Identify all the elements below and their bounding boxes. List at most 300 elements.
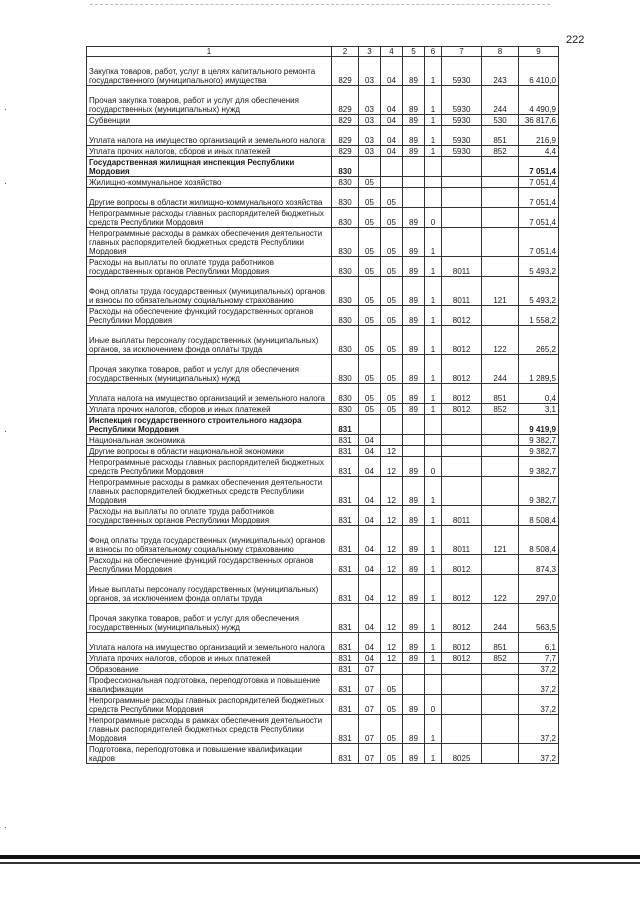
amount-cell: 563,5	[519, 604, 559, 633]
subprogram-code-cell: 1	[425, 555, 442, 575]
subprogram-code-cell: 1	[425, 653, 442, 664]
item-name-cell: Прочая закупка товаров, работ и услуг для обеспечения государственных (муниципальных) нужд	[87, 86, 332, 115]
expense-type-code-cell: 121	[482, 526, 519, 555]
header-cell: 6	[425, 47, 442, 57]
admin-code-cell: 829	[332, 115, 359, 126]
admin-code-cell: 830	[332, 257, 359, 277]
expense-type-code-cell	[482, 715, 519, 744]
amount-cell: 7 051,4	[519, 208, 559, 228]
subsection-code-cell: 04	[381, 126, 403, 146]
subprogram-code-cell: 0	[425, 208, 442, 228]
subsection-code-cell: 05	[381, 188, 403, 208]
section-code-cell: 04	[359, 446, 381, 457]
header-cell: 9	[519, 47, 559, 57]
header-cell: 5	[403, 47, 425, 57]
section-code-cell	[359, 157, 381, 177]
program-code-cell: 89	[403, 126, 425, 146]
amount-cell: 5 493,2	[519, 257, 559, 277]
expense-type-code-cell	[482, 257, 519, 277]
section-code-cell: 04	[359, 477, 381, 506]
subsection-code-cell: 05	[381, 326, 403, 355]
admin-code-cell: 831	[332, 457, 359, 477]
subsection-code-cell: 05	[381, 715, 403, 744]
expense-type-code-cell: 244	[482, 86, 519, 115]
header-cell: 7	[442, 47, 482, 57]
program-code-cell: 89	[403, 575, 425, 604]
amount-cell: 8 508,4	[519, 526, 559, 555]
subsection-code-cell: 12	[381, 446, 403, 457]
table-row	[87, 57, 559, 86]
program-code-cell: 89	[403, 526, 425, 555]
subprogram-code-cell: 1	[425, 146, 442, 157]
expense-type-code-cell	[482, 415, 519, 435]
header-cell: 2	[332, 47, 359, 57]
table-row	[87, 355, 559, 384]
table-row	[87, 115, 559, 126]
section-code-cell: 07	[359, 675, 381, 695]
section-code-cell: 04	[359, 435, 381, 446]
subprogram-code-cell: 1	[425, 404, 442, 415]
margin-mark: ·	[4, 178, 7, 188]
table-row	[87, 575, 559, 604]
subsection-code-cell	[381, 415, 403, 435]
subprogram-code-cell	[425, 675, 442, 695]
direction-code-cell: 8012	[442, 555, 482, 575]
scan-artifact-line	[90, 4, 550, 6]
amount-cell: 9 419,9	[519, 415, 559, 435]
amount-cell: 37,2	[519, 715, 559, 744]
expense-type-code-cell: 851	[482, 126, 519, 146]
admin-code-cell: 830	[332, 355, 359, 384]
item-name-cell: Расходы на обеспечение функций государственных органов Республики Мордовия	[87, 555, 332, 575]
admin-code-cell: 830	[332, 384, 359, 404]
direction-code-cell: 8012	[442, 575, 482, 604]
direction-code-cell: 8012	[442, 653, 482, 664]
table-row	[87, 506, 559, 526]
header-cell: 3	[359, 47, 381, 57]
amount-cell: 4 490,9	[519, 86, 559, 115]
item-name-cell: Непрограммные расходы в рамках обеспечения деятельности главных распорядителей бюджетных средств Республики Мордовия	[87, 715, 332, 744]
section-code-cell: 04	[359, 604, 381, 633]
table-row	[87, 126, 559, 146]
direction-code-cell	[442, 446, 482, 457]
amount-cell: 3,1	[519, 404, 559, 415]
subsection-code-cell: 05	[381, 228, 403, 257]
direction-code-cell: 8012	[442, 326, 482, 355]
item-name-cell: Иные выплаты персоналу государственных (муниципальных) органов, за исключением фонда оплаты труда	[87, 575, 332, 604]
subsection-code-cell: 12	[381, 477, 403, 506]
amount-cell: 7 051,4	[519, 177, 559, 188]
header-cell: 4	[381, 47, 403, 57]
amount-cell: 265,2	[519, 326, 559, 355]
subprogram-code-cell: 1	[425, 526, 442, 555]
margin-mark: ·	[4, 822, 7, 832]
direction-code-cell	[442, 457, 482, 477]
item-name-cell: Расходы на выплаты по оплате труда работников государственных органов Республики Мордовия	[87, 257, 332, 277]
table-row	[87, 277, 559, 306]
admin-code-cell: 830	[332, 306, 359, 326]
subsection-code-cell: 12	[381, 526, 403, 555]
subprogram-code-cell: 1	[425, 604, 442, 633]
direction-code-cell	[442, 477, 482, 506]
expense-type-code-cell	[482, 664, 519, 675]
subprogram-code-cell: 1	[425, 277, 442, 306]
section-code-cell: 04	[359, 633, 381, 653]
admin-code-cell: 831	[332, 715, 359, 744]
program-code-cell: 89	[403, 115, 425, 126]
item-name-cell: Прочая закупка товаров, работ и услуг для обеспечения государственных (муниципальных) нужд	[87, 604, 332, 633]
section-code-cell: 07	[359, 664, 381, 675]
expense-type-code-cell	[482, 177, 519, 188]
program-code-cell: 89	[403, 695, 425, 715]
subprogram-code-cell: 1	[425, 575, 442, 604]
section-code-cell: 05	[359, 306, 381, 326]
subsection-code-cell: 05	[381, 277, 403, 306]
program-code-cell: 89	[403, 715, 425, 744]
direction-code-cell	[442, 415, 482, 435]
subsection-code-cell	[381, 664, 403, 675]
subsection-code-cell: 12	[381, 457, 403, 477]
subprogram-code-cell: 1	[425, 384, 442, 404]
table-row	[87, 415, 559, 435]
section-code-cell: 04	[359, 457, 381, 477]
expense-type-code-cell: 852	[482, 653, 519, 664]
table-row	[87, 675, 559, 695]
item-name-cell: Уплата налога на имущество организаций и земельного налога	[87, 633, 332, 653]
table-row	[87, 446, 559, 457]
amount-cell: 216,9	[519, 126, 559, 146]
program-code-cell: 89	[403, 457, 425, 477]
table-body	[87, 57, 559, 764]
item-name-cell: Инспекция государственного строительного надзора Республики Мордовия	[87, 415, 332, 435]
direction-code-cell: 8011	[442, 506, 482, 526]
section-code-cell: 04	[359, 555, 381, 575]
item-name-cell: Прочая закупка товаров, работ и услуг для обеспечения государственных (муниципальных) нужд	[87, 355, 332, 384]
amount-cell: 9 382,7	[519, 457, 559, 477]
subsection-code-cell: 12	[381, 506, 403, 526]
admin-code-cell: 829	[332, 146, 359, 157]
direction-code-cell: 8012	[442, 404, 482, 415]
subprogram-code-cell: 0	[425, 695, 442, 715]
expense-type-code-cell: 851	[482, 633, 519, 653]
section-code-cell: 03	[359, 57, 381, 86]
section-code-cell: 05	[359, 257, 381, 277]
expense-type-code-cell	[482, 446, 519, 457]
subsection-code-cell	[381, 177, 403, 188]
admin-code-cell: 830	[332, 188, 359, 208]
section-code-cell: 05	[359, 355, 381, 384]
admin-code-cell: 830	[332, 208, 359, 228]
amount-cell: 1 289,5	[519, 355, 559, 384]
table-row	[87, 653, 559, 664]
amount-cell: 7,7	[519, 653, 559, 664]
program-code-cell: 89	[403, 477, 425, 506]
admin-code-cell: 830	[332, 228, 359, 257]
table-row	[87, 326, 559, 355]
subsection-code-cell: 04	[381, 115, 403, 126]
subprogram-code-cell	[425, 415, 442, 435]
admin-code-cell: 831	[332, 744, 359, 764]
item-name-cell: Непрограммные расходы главных распорядителей бюджетных средств Республики Мордовия	[87, 695, 332, 715]
amount-cell: 37,2	[519, 744, 559, 764]
program-code-cell	[403, 188, 425, 208]
table-row	[87, 526, 559, 555]
amount-cell: 7 051,4	[519, 157, 559, 177]
section-code-cell: 05	[359, 404, 381, 415]
direction-code-cell: 5930	[442, 115, 482, 126]
amount-cell: 0,4	[519, 384, 559, 404]
item-name-cell: Фонд оплаты труда государственных (муниципальных) органов и взносы по обязательному социальному страхованию	[87, 526, 332, 555]
item-name-cell: Расходы на обеспечение функций государственных органов Республики Мордовия	[87, 306, 332, 326]
amount-cell: 37,2	[519, 664, 559, 675]
subsection-code-cell: 04	[381, 86, 403, 115]
program-code-cell	[403, 446, 425, 457]
amount-cell: 6,1	[519, 633, 559, 653]
bottom-rule-thin	[0, 862, 640, 864]
table-row	[87, 86, 559, 115]
expense-type-code-cell	[482, 228, 519, 257]
item-name-cell: Другие вопросы в области национальной экономики	[87, 446, 332, 457]
subsection-code-cell: 04	[381, 146, 403, 157]
admin-code-cell: 831	[332, 435, 359, 446]
amount-cell: 1 558,2	[519, 306, 559, 326]
program-code-cell	[403, 435, 425, 446]
expense-type-code-cell	[482, 744, 519, 764]
section-code-cell: 07	[359, 715, 381, 744]
table-row	[87, 228, 559, 257]
expense-type-code-cell: 244	[482, 355, 519, 384]
amount-cell: 9 382,7	[519, 435, 559, 446]
direction-code-cell	[442, 188, 482, 208]
program-code-cell: 89	[403, 86, 425, 115]
expense-type-code-cell: 244	[482, 604, 519, 633]
expense-type-code-cell	[482, 157, 519, 177]
program-code-cell: 89	[403, 146, 425, 157]
section-code-cell: 03	[359, 115, 381, 126]
table-row	[87, 177, 559, 188]
item-name-cell: Уплата прочих налогов, сборов и иных платежей	[87, 653, 332, 664]
program-code-cell	[403, 157, 425, 177]
direction-code-cell	[442, 177, 482, 188]
table-row	[87, 664, 559, 675]
subsection-code-cell: 12	[381, 633, 403, 653]
section-code-cell: 04	[359, 653, 381, 664]
subsection-code-cell: 12	[381, 653, 403, 664]
section-code-cell: 07	[359, 695, 381, 715]
program-code-cell	[403, 664, 425, 675]
program-code-cell: 89	[403, 384, 425, 404]
admin-code-cell: 831	[332, 695, 359, 715]
amount-cell: 297,0	[519, 575, 559, 604]
admin-code-cell: 831	[332, 664, 359, 675]
item-name-cell: Уплата налога на имущество организаций и земельного налога	[87, 126, 332, 146]
subprogram-code-cell: 1	[425, 355, 442, 384]
table-row	[87, 715, 559, 744]
item-name-cell: Непрограммные расходы в рамках обеспечения деятельности главных распорядителей бюджетных средств Республики Мордовия	[87, 477, 332, 506]
expense-type-code-cell	[482, 188, 519, 208]
table-row	[87, 604, 559, 633]
expense-type-code-cell: 243	[482, 57, 519, 86]
subsection-code-cell	[381, 435, 403, 446]
table-row	[87, 384, 559, 404]
expense-type-code-cell	[482, 555, 519, 575]
table-row	[87, 188, 559, 208]
admin-code-cell: 830	[332, 404, 359, 415]
item-name-cell: Непрограммные расходы в рамках обеспечения деятельности главных распорядителей бюджетных средств Республики Мордовия	[87, 228, 332, 257]
item-name-cell: Подготовка, переподготовка и повышение квалификации кадров	[87, 744, 332, 764]
subprogram-code-cell: 1	[425, 228, 442, 257]
header-cell: 1	[87, 47, 332, 57]
expense-type-code-cell	[482, 435, 519, 446]
subprogram-code-cell: 1	[425, 326, 442, 355]
subsection-code-cell: 05	[381, 744, 403, 764]
expense-type-code-cell: 530	[482, 115, 519, 126]
section-code-cell: 04	[359, 575, 381, 604]
direction-code-cell	[442, 208, 482, 228]
table-row	[87, 257, 559, 277]
direction-code-cell	[442, 228, 482, 257]
item-name-cell: Уплата налога на имущество организаций и земельного налога	[87, 384, 332, 404]
program-code-cell: 89	[403, 57, 425, 86]
admin-code-cell: 831	[332, 575, 359, 604]
table-row	[87, 555, 559, 575]
program-code-cell: 89	[403, 306, 425, 326]
direction-code-cell: 5930	[442, 146, 482, 157]
section-code-cell: 05	[359, 228, 381, 257]
table-row	[87, 435, 559, 446]
amount-cell: 9 382,7	[519, 446, 559, 457]
expense-type-code-cell: 122	[482, 575, 519, 604]
expense-type-code-cell	[482, 208, 519, 228]
subprogram-code-cell: 1	[425, 257, 442, 277]
direction-code-cell	[442, 157, 482, 177]
section-code-cell: 03	[359, 86, 381, 115]
table-row	[87, 695, 559, 715]
admin-code-cell: 829	[332, 86, 359, 115]
expense-type-code-cell	[482, 457, 519, 477]
admin-code-cell: 831	[332, 415, 359, 435]
subsection-code-cell: 05	[381, 675, 403, 695]
item-name-cell: Жилищно-коммунальное хозяйство	[87, 177, 332, 188]
section-code-cell: 04	[359, 526, 381, 555]
direction-code-cell	[442, 715, 482, 744]
direction-code-cell: 8025	[442, 744, 482, 764]
page-number: 222	[566, 34, 585, 46]
direction-code-cell	[442, 675, 482, 695]
amount-cell: 37,2	[519, 675, 559, 695]
subprogram-code-cell	[425, 188, 442, 208]
direction-code-cell: 8012	[442, 384, 482, 404]
bottom-rule	[0, 855, 640, 859]
header-cell: 8	[482, 47, 519, 57]
subsection-code-cell	[381, 157, 403, 177]
admin-code-cell: 829	[332, 126, 359, 146]
margin-mark: ·	[4, 426, 7, 436]
subsection-code-cell: 12	[381, 604, 403, 633]
program-code-cell: 89	[403, 257, 425, 277]
item-name-cell: Непрограммные расходы главных распорядителей бюджетных средств Республики Мордовия	[87, 457, 332, 477]
amount-cell: 874,3	[519, 555, 559, 575]
amount-cell: 37,2	[519, 695, 559, 715]
item-name-cell: Уплата прочих налогов, сборов и иных платежей	[87, 146, 332, 157]
program-code-cell: 89	[403, 208, 425, 228]
amount-cell: 4,4	[519, 146, 559, 157]
subsection-code-cell: 12	[381, 575, 403, 604]
program-code-cell: 89	[403, 355, 425, 384]
direction-code-cell: 8011	[442, 526, 482, 555]
item-name-cell: Государственная жилищная инспекция Республики Мордовия	[87, 157, 332, 177]
program-code-cell	[403, 177, 425, 188]
subprogram-code-cell: 1	[425, 306, 442, 326]
admin-code-cell: 831	[332, 653, 359, 664]
section-code-cell: 05	[359, 188, 381, 208]
subprogram-code-cell: 1	[425, 506, 442, 526]
section-code-cell: 05	[359, 177, 381, 188]
program-code-cell: 89	[403, 277, 425, 306]
expense-type-code-cell: 851	[482, 384, 519, 404]
admin-code-cell: 830	[332, 277, 359, 306]
section-code-cell: 07	[359, 744, 381, 764]
expense-type-code-cell: 121	[482, 277, 519, 306]
program-code-cell: 89	[403, 744, 425, 764]
item-name-cell: Непрограммные расходы главных распорядителей бюджетных средств Республики Мордовия	[87, 208, 332, 228]
expense-type-code-cell	[482, 306, 519, 326]
expense-type-code-cell	[482, 695, 519, 715]
margin-mark: ·	[4, 104, 7, 114]
subsection-code-cell: 05	[381, 404, 403, 415]
expense-type-code-cell: 122	[482, 326, 519, 355]
program-code-cell	[403, 415, 425, 435]
subprogram-code-cell	[425, 664, 442, 675]
subprogram-code-cell: 1	[425, 57, 442, 86]
program-code-cell: 89	[403, 404, 425, 415]
subprogram-code-cell: 1	[425, 715, 442, 744]
amount-cell: 36 817,6	[519, 115, 559, 126]
program-code-cell: 89	[403, 326, 425, 355]
section-code-cell: 03	[359, 146, 381, 157]
program-code-cell: 89	[403, 604, 425, 633]
section-code-cell: 05	[359, 326, 381, 355]
item-name-cell: Уплата прочих налогов, сборов и иных платежей	[87, 404, 332, 415]
amount-cell: 9 382,7	[519, 477, 559, 506]
expense-type-code-cell	[482, 477, 519, 506]
program-code-cell: 89	[403, 653, 425, 664]
program-code-cell: 89	[403, 228, 425, 257]
table-row	[87, 477, 559, 506]
subprogram-code-cell	[425, 177, 442, 188]
expense-type-code-cell: 852	[482, 146, 519, 157]
subprogram-code-cell	[425, 157, 442, 177]
table-row	[87, 146, 559, 157]
section-code-cell: 04	[359, 506, 381, 526]
amount-cell: 5 493,2	[519, 277, 559, 306]
subprogram-code-cell: 1	[425, 86, 442, 115]
expense-type-code-cell: 852	[482, 404, 519, 415]
amount-cell: 7 051,4	[519, 188, 559, 208]
admin-code-cell: 829	[332, 57, 359, 86]
subsection-code-cell: 12	[381, 555, 403, 575]
admin-code-cell: 830	[332, 177, 359, 188]
table-row	[87, 744, 559, 764]
admin-code-cell: 830	[332, 157, 359, 177]
direction-code-cell: 8012	[442, 355, 482, 384]
section-code-cell	[359, 415, 381, 435]
direction-code-cell: 5930	[442, 126, 482, 146]
subsection-code-cell: 04	[381, 57, 403, 86]
budget-table	[86, 46, 559, 764]
admin-code-cell: 831	[332, 506, 359, 526]
direction-code-cell: 8011	[442, 277, 482, 306]
